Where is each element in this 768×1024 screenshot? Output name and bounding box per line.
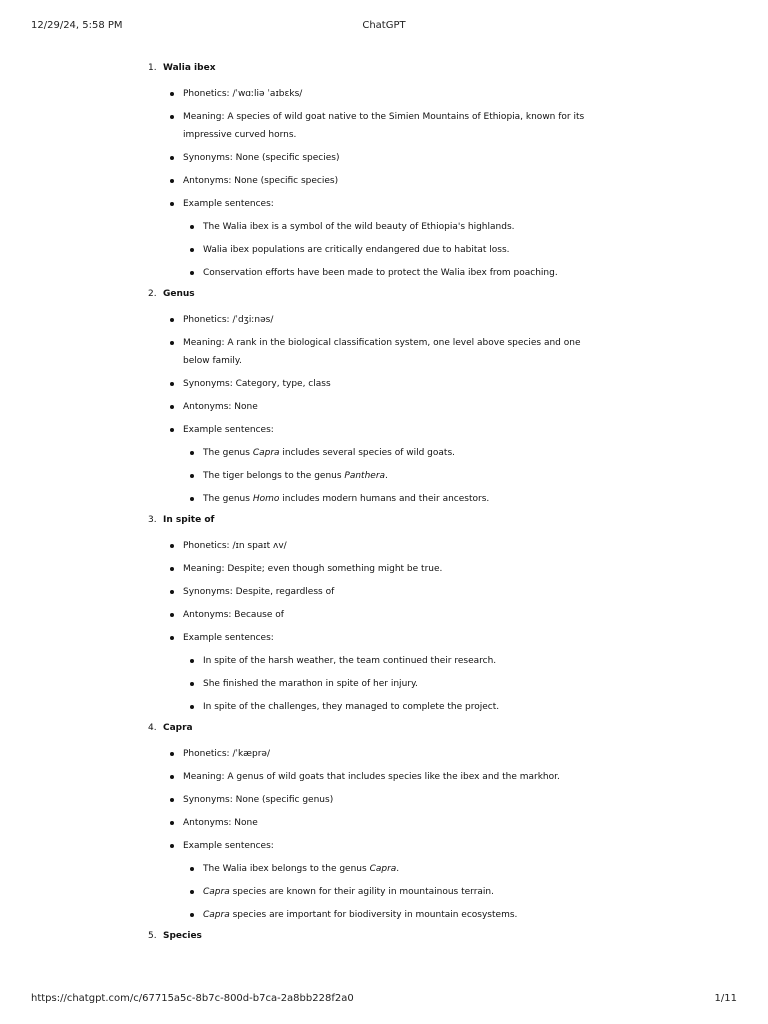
entry-detail <box>0 626 768 649</box>
bullet-icon <box>190 225 194 229</box>
detail-text: Meaning: A rank in the biological classification system, one level above species and one below family. <box>183 338 581 366</box>
example-sentence <box>0 441 768 464</box>
entry-heading <box>0 284 768 308</box>
detail-text: Antonyms: None (specific species) <box>183 176 339 186</box>
sentence-text: species are known for their agility in mountainous terrain. <box>229 887 494 897</box>
bullet-icon <box>170 775 174 779</box>
detail-text: Synonyms: Despite, regardless of <box>183 587 335 597</box>
detail-text: Example sentences: <box>183 841 274 851</box>
sentence-text: . <box>396 864 400 874</box>
bullet-icon <box>170 156 174 160</box>
bullet-icon <box>170 115 174 119</box>
bullet-icon <box>190 705 194 709</box>
bullet-icon <box>190 271 194 275</box>
example-sentence <box>0 464 768 487</box>
vocab-entry <box>0 926 768 950</box>
italic-term: Capra <box>369 864 397 874</box>
entry-detail <box>0 146 768 169</box>
entry-term: In spite of <box>163 515 215 525</box>
bullet-icon <box>170 179 174 183</box>
entry-detail <box>0 580 768 603</box>
entry-detail <box>0 834 768 857</box>
bullet-icon <box>190 913 194 917</box>
entry-term: Walia ibex <box>163 63 216 73</box>
entry-heading <box>0 58 768 82</box>
bullet-icon <box>170 382 174 386</box>
example-sentence <box>0 487 768 510</box>
detail-text: Antonyms: Because of <box>183 610 284 620</box>
sentence-text: Walia ibex populations are critically endangered due to habitat loss. <box>203 245 510 255</box>
entry-heading <box>0 926 768 950</box>
detail-text: Synonyms: Category, type, class <box>183 379 331 389</box>
sentence-text: The Walia ibex is a symbol of the wild beauty of Ethiopia's highlands. <box>203 222 515 232</box>
bullet-icon <box>170 92 174 96</box>
bullet-icon <box>170 544 174 548</box>
bullet-icon <box>170 341 174 345</box>
vocab-entry <box>0 284 768 510</box>
italic-term: Capra <box>252 448 280 458</box>
detail-text: Antonyms: None <box>183 402 258 412</box>
sentence-text: Conservation efforts have been made to protect the Walia ibex from poaching. <box>203 268 558 278</box>
entry-number: 5. <box>148 931 157 941</box>
entry-detail <box>0 418 768 441</box>
detail-text: Phonetics: /ɪn spaɪt ʌv/ <box>183 541 287 551</box>
detail-text: Phonetics: /ˈkæprə/ <box>183 749 270 759</box>
bullet-icon <box>170 590 174 594</box>
detail-text: Phonetics: /ˈdʒiːnəs/ <box>183 315 274 325</box>
entry-detail <box>0 811 768 834</box>
entry-detail <box>0 192 768 215</box>
bullet-icon <box>170 821 174 825</box>
entry-term: Species <box>163 931 202 941</box>
bullet-icon <box>170 318 174 322</box>
sentence-text: She finished the marathon in spite of her injury. <box>203 679 418 689</box>
vocab-entry <box>0 718 768 926</box>
entry-heading <box>0 510 768 534</box>
entry-detail <box>0 331 768 372</box>
entry-detail <box>0 557 768 580</box>
bullet-icon <box>170 844 174 848</box>
entry-detail <box>0 742 768 765</box>
sentence-text: In spite of the challenges, they managed to complete the project. <box>203 702 500 712</box>
entry-detail <box>0 765 768 788</box>
entry-number: 2. <box>148 289 157 299</box>
bullet-icon <box>170 636 174 640</box>
detail-text: Meaning: Despite; even though something might be true. <box>183 564 443 574</box>
italic-term: Capra <box>203 910 230 920</box>
entry-detail <box>0 308 768 331</box>
entry-term: Capra <box>163 723 193 733</box>
sentence-text: The genus <box>203 494 253 504</box>
bullet-icon <box>190 867 194 871</box>
bullet-icon <box>170 202 174 206</box>
sentence-text: . <box>385 471 388 481</box>
example-sentence <box>0 238 768 261</box>
bullet-icon <box>170 798 174 802</box>
entry-detail <box>0 788 768 811</box>
entry-term: Genus <box>163 289 195 299</box>
entry-heading <box>0 718 768 742</box>
detail-text: Meaning: A species of wild goat native to the Simien Mountains of Ethiopia, known for its impressive curved horns. <box>183 112 585 140</box>
sentence-text: The Walia ibex belongs to the genus <box>203 864 370 874</box>
entry-number: 4. <box>148 723 157 733</box>
italic-term: Panthera <box>344 471 386 481</box>
sentence-text: species are important for biodiversity in mountain ecosystems. <box>229 910 518 920</box>
entry-detail <box>0 395 768 418</box>
page-url[interactable]: https://chatgpt.com/c/67715a5c-8b7c-800d-b7ca-2a8bb228f2a0 <box>31 993 354 1004</box>
bullet-icon <box>170 613 174 617</box>
detail-text: Example sentences: <box>183 425 274 435</box>
entry-detail <box>0 372 768 395</box>
example-sentence <box>0 857 768 880</box>
bullet-icon <box>190 659 194 663</box>
detail-text: Synonyms: None (specific species) <box>183 153 340 163</box>
vocabulary-list <box>0 58 768 950</box>
example-sentence <box>0 672 768 695</box>
bullet-icon <box>170 567 174 571</box>
bullet-icon <box>190 890 194 894</box>
entry-detail <box>0 105 768 146</box>
sentence-text: The tiger belongs to the genus <box>203 471 345 481</box>
bullet-icon <box>190 248 194 252</box>
sentence-text: includes modern humans and their ancestors. <box>279 494 490 504</box>
sentence-text: includes several species of wild goats. <box>279 448 455 458</box>
vocab-entry <box>0 58 768 284</box>
detail-text: Example sentences: <box>183 633 274 643</box>
entry-number: 1. <box>148 63 157 73</box>
detail-text: Antonyms: None <box>183 818 258 828</box>
example-sentence <box>0 880 768 903</box>
example-sentence <box>0 261 768 284</box>
detail-text: Phonetics: /ˈwɑːliə ˈaɪbɛks/ <box>183 89 303 99</box>
example-sentence <box>0 695 768 718</box>
detail-text: Meaning: A genus of wild goats that includes species like the ibex and the markhor. <box>183 772 560 782</box>
bullet-icon <box>190 497 194 501</box>
italic-term: Homo <box>252 494 280 504</box>
entry-number: 3. <box>148 515 157 525</box>
detail-text: Example sentences: <box>183 199 274 209</box>
sentence-text: In spite of the harsh weather, the team continued their research. <box>203 656 497 666</box>
entry-detail <box>0 169 768 192</box>
bullet-icon <box>170 428 174 432</box>
entry-detail <box>0 82 768 105</box>
sentence-text: The genus <box>203 448 253 458</box>
example-sentence <box>0 649 768 672</box>
document-title: ChatGPT <box>362 20 406 31</box>
bullet-icon <box>170 752 174 756</box>
vocab-entry <box>0 510 768 718</box>
italic-term: Capra <box>203 887 230 897</box>
example-sentence <box>0 903 768 926</box>
detail-text: Synonyms: None (specific genus) <box>183 795 334 805</box>
bullet-icon <box>170 405 174 409</box>
bullet-icon <box>190 451 194 455</box>
example-sentence <box>0 215 768 238</box>
bullet-icon <box>190 474 194 478</box>
entry-detail <box>0 534 768 557</box>
print-datetime: 12/29/24, 5:58 PM <box>31 20 123 31</box>
bullet-icon <box>190 682 194 686</box>
page-number: 1/11 <box>714 993 737 1004</box>
entry-detail <box>0 603 768 626</box>
